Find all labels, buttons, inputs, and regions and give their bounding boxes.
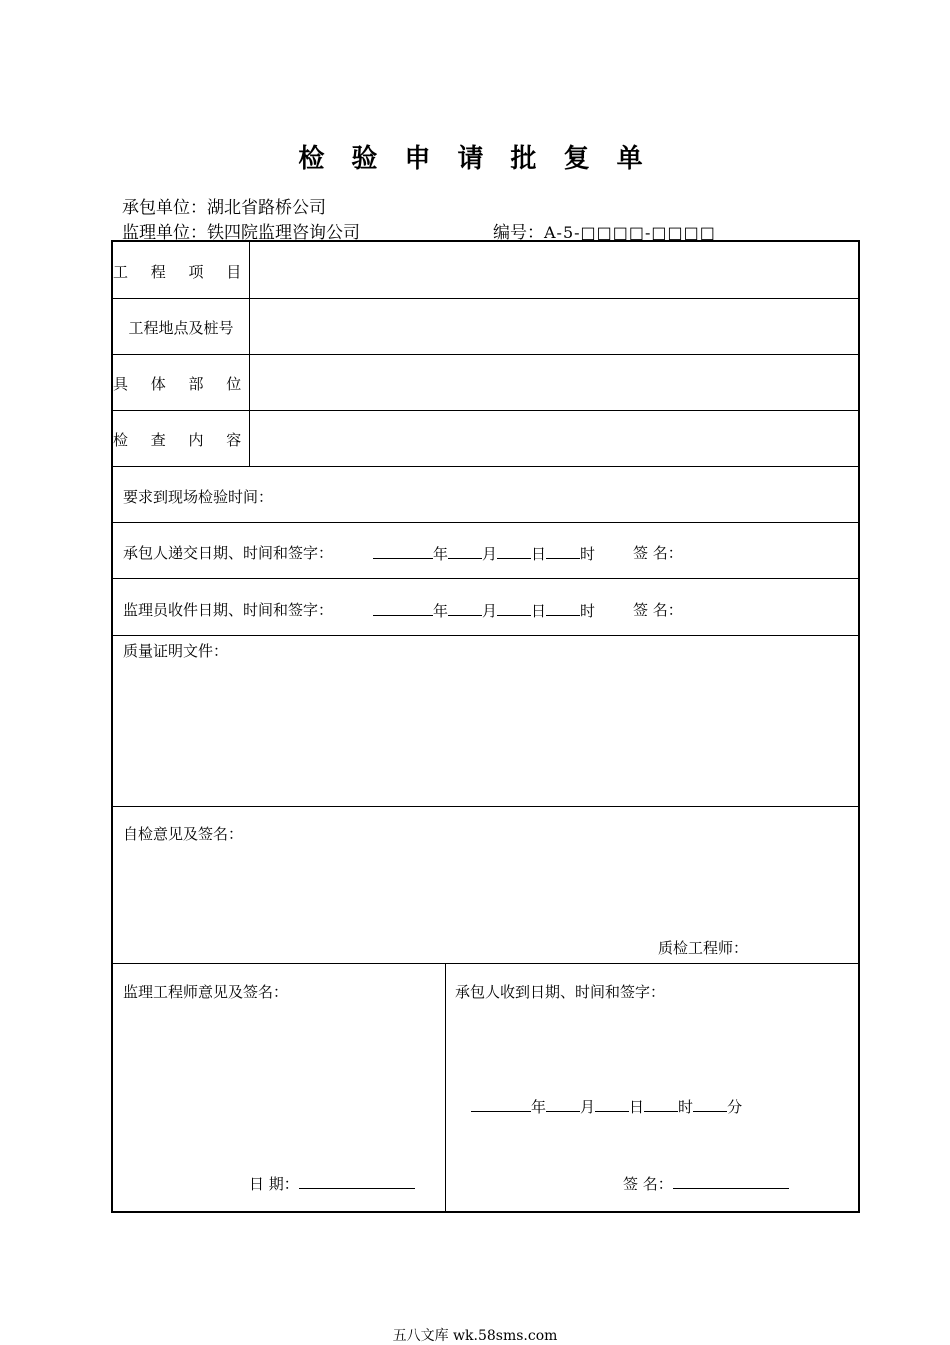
year-blank[interactable] bbox=[373, 542, 433, 559]
year-unit: 年 bbox=[433, 545, 449, 563]
year-blank[interactable] bbox=[373, 599, 433, 616]
row-divider bbox=[113, 578, 858, 579]
page-title: 检 验 申 请 批 复 单 bbox=[298, 144, 652, 174]
label-project: 工 程 项 目 bbox=[113, 263, 251, 281]
day-unit: 日 bbox=[531, 545, 547, 563]
row-divider bbox=[113, 354, 858, 355]
date-label: 日 期： bbox=[249, 1175, 299, 1193]
contractor-received-date bbox=[471, 1095, 742, 1117]
day-unit: 日 bbox=[629, 1098, 645, 1116]
number-label: 编号： bbox=[493, 223, 544, 243]
row-divider bbox=[113, 466, 858, 467]
row-divider bbox=[113, 806, 858, 807]
sign-label: 签 名： bbox=[623, 1175, 673, 1193]
label-part: 具 体 部 位 bbox=[113, 375, 251, 393]
supervisor-value: 铁四院监理咨询公司 bbox=[207, 223, 360, 243]
year-unit: 年 bbox=[433, 602, 449, 620]
row-divider bbox=[113, 963, 858, 964]
contractor-sign-label: 签 名： bbox=[633, 544, 683, 562]
location-field[interactable] bbox=[251, 300, 856, 352]
month-unit: 月 bbox=[482, 545, 498, 563]
contractor-submit-label: 承包人递交日期、时间和签字： bbox=[123, 544, 334, 562]
contractor-received-label: 承包人收到日期、时间和签字： bbox=[455, 983, 666, 1001]
engineer-date-line bbox=[249, 1172, 415, 1194]
supervisor-sign-label: 签 名： bbox=[633, 601, 683, 619]
hour-blank[interactable] bbox=[546, 542, 580, 559]
row-divider bbox=[113, 410, 858, 411]
minute-blank[interactable] bbox=[693, 1095, 727, 1112]
engineer-opinion-label: 监理工程师意见及签名： bbox=[123, 983, 289, 1001]
month-blank[interactable] bbox=[448, 542, 482, 559]
month-blank[interactable] bbox=[448, 599, 482, 616]
day-blank[interactable] bbox=[595, 1095, 629, 1112]
contractor-label: 承包单位： bbox=[122, 198, 207, 218]
self-check-label: 自检意见及签名： bbox=[123, 825, 244, 843]
day-blank[interactable] bbox=[497, 599, 531, 616]
number-value: A-5-□□□□-□□□□ bbox=[544, 223, 716, 242]
inspection-form bbox=[111, 240, 860, 1213]
label-content: 检 查 内 容 bbox=[113, 431, 251, 449]
project-field[interactable] bbox=[251, 244, 856, 296]
day-blank[interactable] bbox=[497, 542, 531, 559]
footer-watermark: 五八文库 wk.58sms.com bbox=[392, 1328, 558, 1344]
row-divider bbox=[113, 635, 858, 636]
supervisor-receive-date bbox=[373, 599, 595, 621]
month-unit: 月 bbox=[482, 602, 498, 620]
month-blank[interactable] bbox=[546, 1095, 580, 1112]
contractor-submit-date bbox=[373, 542, 595, 564]
day-unit: 日 bbox=[531, 602, 547, 620]
supervisor-label: 监理单位： bbox=[122, 223, 207, 243]
hour-blank[interactable] bbox=[546, 599, 580, 616]
hour-unit: 时 bbox=[678, 1098, 694, 1116]
quality-docs-label: 质量证明文件： bbox=[123, 642, 229, 660]
hour-unit: 时 bbox=[580, 602, 596, 620]
row-divider bbox=[113, 522, 858, 523]
minute-unit: 分 bbox=[727, 1098, 743, 1116]
year-unit: 年 bbox=[531, 1098, 547, 1116]
supervisor-receive-label: 监理员收件日期、时间和签字： bbox=[123, 601, 334, 619]
contractor-value: 湖北省路桥公司 bbox=[207, 198, 326, 218]
row-divider bbox=[113, 298, 858, 299]
bottom-column-divider bbox=[445, 963, 446, 1213]
year-blank[interactable] bbox=[471, 1095, 531, 1112]
month-unit: 月 bbox=[580, 1098, 596, 1116]
label-location: 工程地点及桩号 bbox=[128, 319, 234, 337]
hour-blank[interactable] bbox=[644, 1095, 678, 1112]
contractor-sign-line bbox=[623, 1172, 789, 1194]
engineer-date-blank[interactable] bbox=[299, 1172, 415, 1189]
contractor-line bbox=[122, 193, 326, 218]
inspection-time-label: 要求到现场检验时间： bbox=[123, 488, 274, 506]
hour-unit: 时 bbox=[580, 545, 596, 563]
content-field[interactable] bbox=[251, 412, 856, 464]
part-field[interactable] bbox=[251, 356, 856, 408]
contractor-sign-blank[interactable] bbox=[673, 1172, 789, 1189]
qc-engineer-label: 质检工程师： bbox=[658, 939, 749, 957]
